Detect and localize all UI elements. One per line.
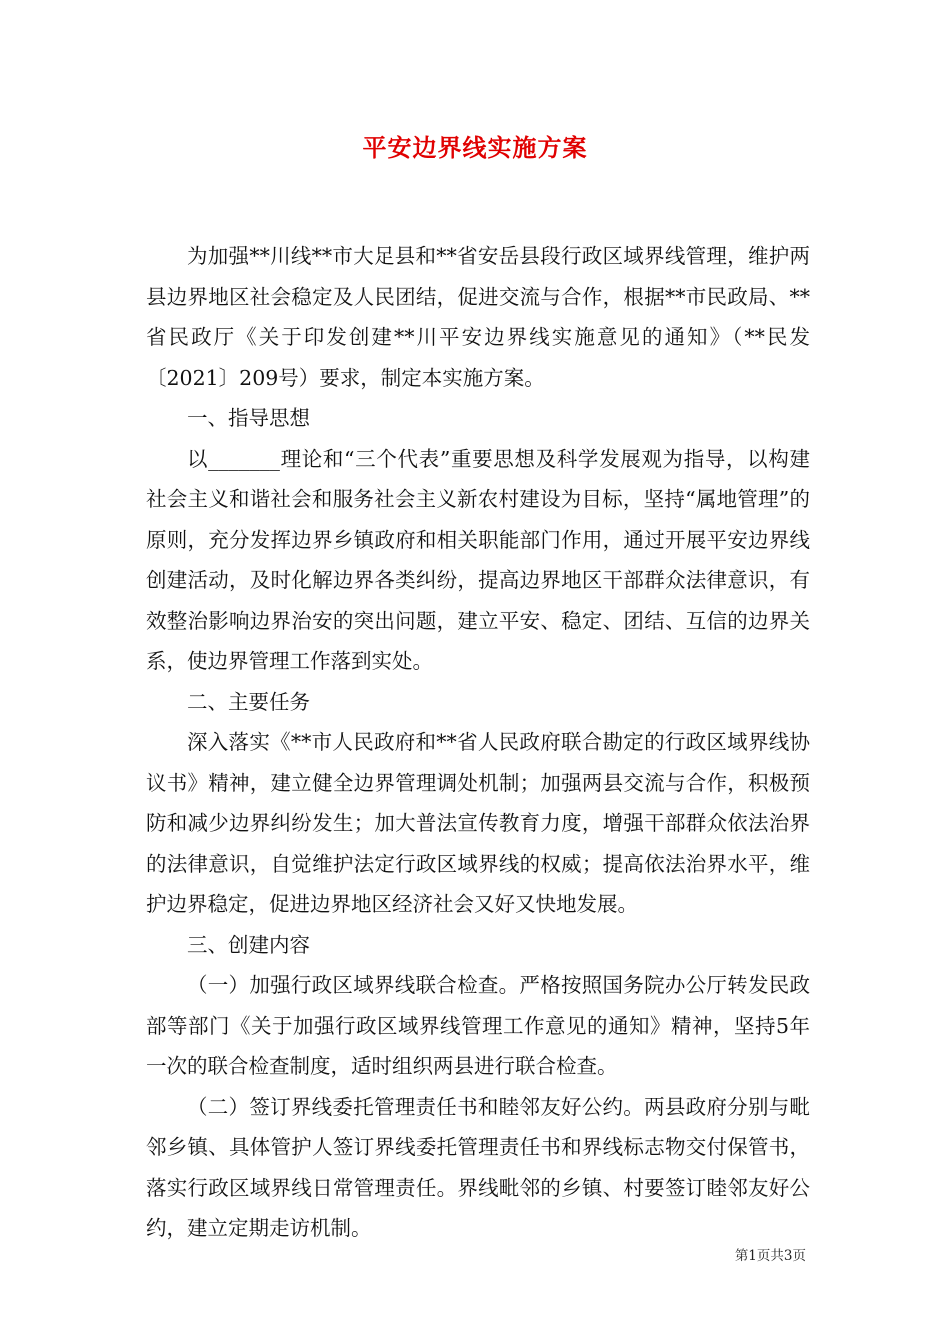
guiding-ideology-paragraph: 以_______理论和“三个代表”重要思想及科学发展观为指导，以构建社会主义和谐社会和服务社会主义新农村建设为目标，坚持“属地管理”的原则，充分发挥边界乡镇政府和相关职能部门作用，通过开展平安边界线创建活动，及时化解边界各类纠纷，提高边界地区干部群众法律意识，有效整治影响边界治安的突出问题，建立平安、稳定、团结、互信的边界关系，使边界管理工作落到实处。 <box>146 446 810 673</box>
section-heading-guiding-ideology: 一、指导思想 <box>187 406 310 430</box>
main-tasks-paragraph: 深入落实《**市人民政府和**省人民政府联合勘定的行政区域界线协议书》精神，建立健全边界管理调处机制；加强两县交流与合作，积极预防和减少边界纠纷发生；加大普法宣传教育力度，增强干部群众依法治界的法律意识，自觉维护法定行政区域界线的权威；提高依法治界水平，维护边界稳定，促进边界地区经济社会又好又快地发展。 <box>146 730 810 916</box>
creation-item-2-paragraph: （二）签订界线委托管理责任书和睦邻友好公约。两县政府分别与毗邻乡镇、具体管护人签订界线委托管理责任书和界线标志物交付保管书，落实行政区域界线日常管理责任。界线毗邻的乡镇、村要签订睦邻友好公约，建立定期走访机制。 <box>146 1094 810 1240</box>
page-number: 第1页共3页 <box>734 1248 806 1264</box>
creation-item-1-paragraph: （一）加强行政区域界线联合检查。严格按照国务院办公厅转发民政部等部门《关于加强行政区域界线管理工作意见的通知》精神，坚持5年一次的联合检查制度，适时组织两县进行联合检查。 <box>146 973 810 1078</box>
section-heading-creation-content: 三、创建内容 <box>187 932 310 957</box>
document-body <box>146 236 810 1249</box>
intro-paragraph: 为加强**川线**市大足县和**省安岳县段行政区域界线管理，维护两县边界地区社会稳定及人民团结，促进交流与合作，根据**市民政局、**省民政厅《关于印发创建**川平安边界线实施意见的通知》（**民发〔2021〕209号）要求，制定本实施方案。 <box>146 244 810 390</box>
document-title: 平安边界线实施方案 <box>362 133 588 162</box>
section-heading-main-tasks: 二、主要任务 <box>187 689 310 714</box>
